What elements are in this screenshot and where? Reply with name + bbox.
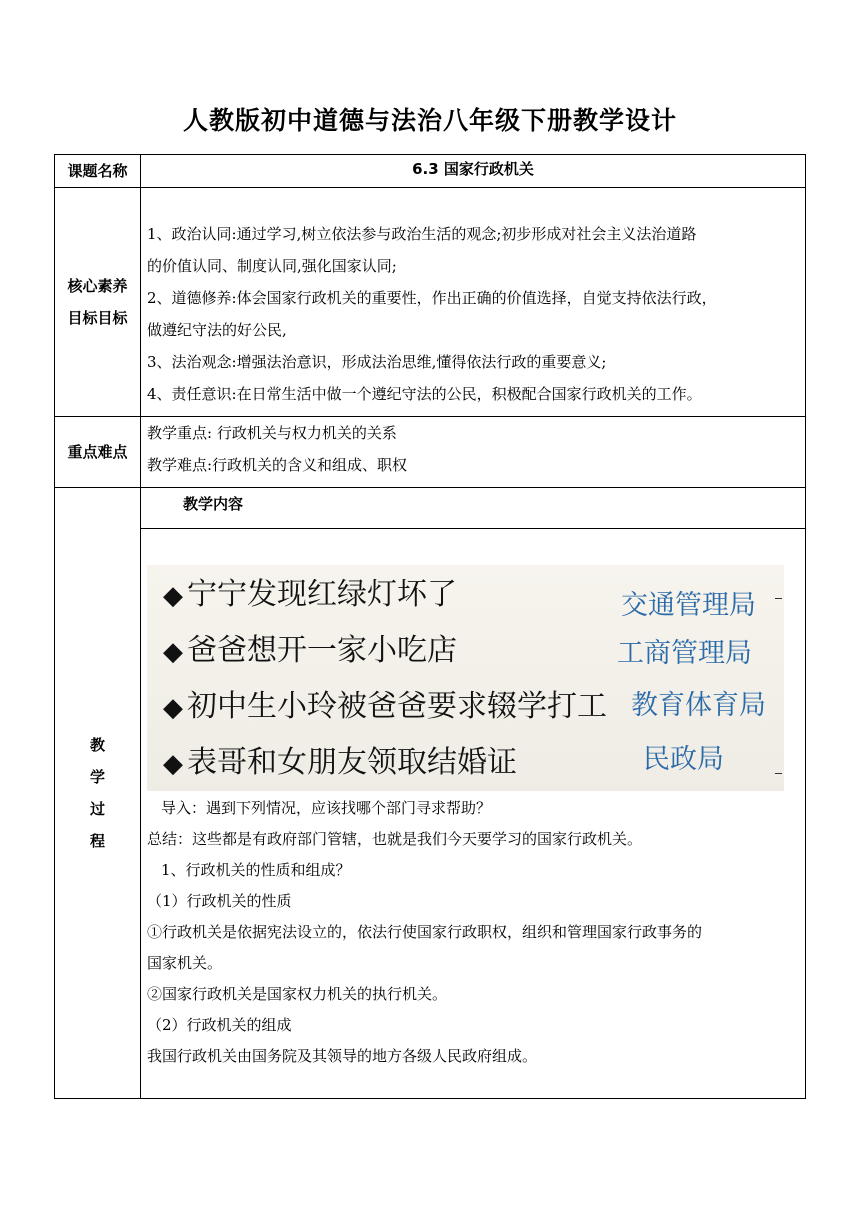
slide-item-text: 爸爸想开一家小吃店 — [187, 633, 457, 668]
label-process-char: 过 — [89, 800, 105, 818]
goals-line: 1、政治认同:通过学习,树立依法参与政治生活的观念;初步形成对社会主义法治道路 — [147, 225, 697, 243]
row-process — [55, 488, 806, 1099]
process-line: ①行政机关是依据宪法设立的，依法行使国家行政职权，组织和管理国家行政事务的 — [147, 923, 703, 941]
slide-dept: 交通管理局 — [621, 590, 756, 621]
slide-item — [163, 569, 457, 613]
key-point-line: 教学难点:行政机关的含义和组成、职权 — [147, 456, 408, 474]
label-topic: 课题名称 — [55, 155, 141, 188]
process-line: 1、行政机关的性质和组成？ — [161, 861, 351, 879]
topic-value: 6.3 国家行政机关 — [412, 160, 534, 178]
label-process-char: 学 — [89, 768, 105, 786]
scenario-slide-image — [147, 565, 784, 791]
slide-dash — [775, 598, 782, 599]
diamond-bullet-icon: ◆ — [163, 693, 183, 723]
slide-dash — [775, 773, 782, 774]
process-text — [141, 793, 805, 1072]
label-goals-line2: 目标目标 — [67, 309, 128, 327]
row-key-points — [55, 417, 806, 488]
process-line: 我国行政机关由国务院及其领导的地方各级人民政府组成。 — [147, 1047, 538, 1065]
slide-item — [163, 681, 607, 725]
slide-dept: 工商管理局 — [617, 638, 752, 669]
process-line: （1）行政机关的性质 — [147, 892, 292, 910]
teaching-content-header: 教学内容 — [141, 488, 805, 529]
slide-item-text: 表哥和女朋友领取结婚证 — [187, 745, 517, 780]
diamond-bullet-icon: ◆ — [163, 581, 183, 611]
key-points-cell — [141, 417, 806, 488]
slide-item — [163, 737, 517, 781]
row-goals — [55, 188, 806, 417]
lesson-plan-table — [54, 154, 806, 1099]
process-line: ②国家行政机关是国家权力机关的执行机关。 — [147, 985, 448, 1003]
process-cell — [141, 488, 806, 1099]
process-line: （2）行政机关的组成 — [147, 1016, 292, 1034]
label-process — [55, 488, 141, 1099]
label-process-char: 程 — [89, 832, 105, 850]
diamond-bullet-icon: ◆ — [163, 749, 183, 779]
process-line: 国家机关。 — [147, 954, 223, 972]
goals-line: 4、责任意识:在日常生活中做一个遵纪守法的公民，积极配合国家行政机关的工作。 — [147, 385, 702, 403]
goals-line: 的价值认同、制度认同,强化国家认同; — [147, 257, 397, 275]
goals-cell — [141, 188, 806, 417]
label-goals-line1: 核心素养 — [67, 277, 128, 295]
slide-item-text: 初中生小玲被爸爸要求辍学打工 — [187, 689, 607, 724]
slide-item — [163, 625, 457, 669]
process-line: 总结：这些都是有政府部门管辖，也就是我们今天要学习的国家行政机关。 — [147, 830, 643, 848]
label-process-char: 教 — [89, 736, 105, 754]
slide-dept: 民政局 — [643, 744, 724, 775]
label-goals — [55, 188, 141, 417]
label-key-points: 重点难点 — [55, 417, 141, 488]
goals-line: 3、法治观念:增强法治意识，形成法治思维,懂得依法行政的重要意义; — [147, 353, 607, 371]
document-title: 人教版初中道德与法治八年级下册教学设计 — [182, 106, 677, 135]
slide-dept: 教育体育局 — [631, 690, 766, 721]
diamond-bullet-icon: ◆ — [163, 637, 183, 667]
goals-line: 2、道德修养:体会国家行政机关的重要性，作出正确的价值选择，自觉支持依法行政， — [147, 289, 717, 307]
slide-item-text: 宁宁发现红绿灯坏了 — [187, 577, 457, 612]
goals-line: 做遵纪守法的好公民, — [147, 321, 287, 339]
process-line: 导入：遇到下列情况，应该找哪个部门寻求帮助？ — [161, 799, 492, 817]
key-point-line: 教学重点: 行政机关与权力机关的关系 — [147, 424, 397, 442]
